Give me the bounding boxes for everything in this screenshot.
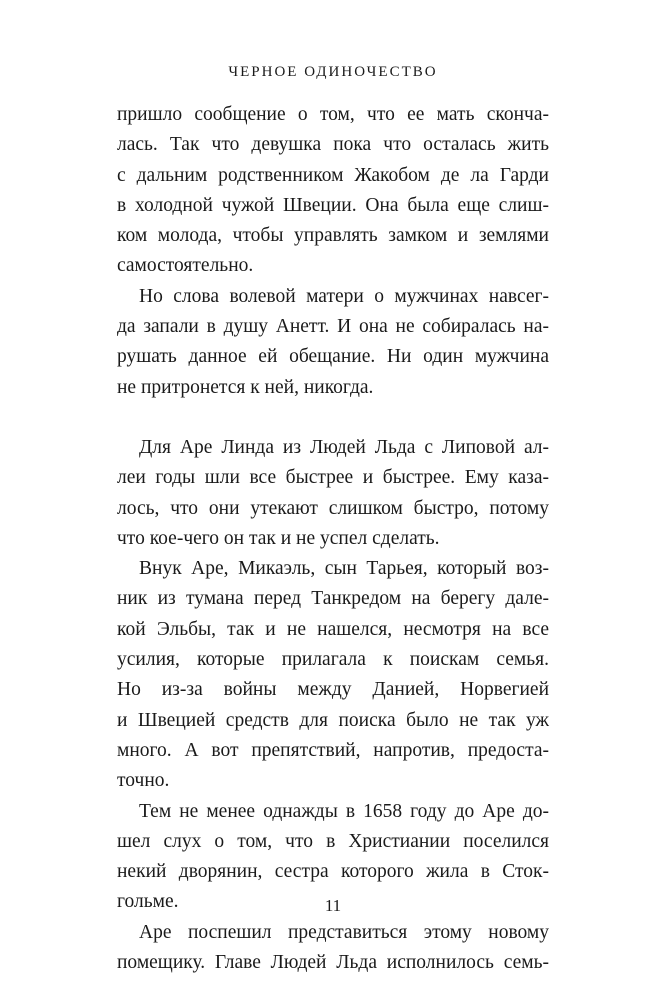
paragraph: [117, 282, 549, 403]
paragraph: [117, 433, 549, 554]
text-line: точно.: [117, 770, 170, 792]
text-line: некий дворянин, сестра которого жила в Сток-: [117, 861, 549, 883]
section-break: [117, 403, 549, 433]
text-line: лось, что они утекают слишком быстро, потому: [117, 497, 549, 519]
text-line: не притронется к ней, никогда.: [117, 376, 374, 398]
text-line: что кое-чего он так и не успел сделать.: [117, 527, 440, 549]
text-line: Аре поспешил представиться этому новому: [139, 921, 549, 943]
page-number: 11: [324, 896, 342, 915]
text-line: пришло сообщение о том, что ее мать сконча-: [117, 104, 549, 125]
text-line: шел слух о том, что в Христиании поселился: [117, 830, 549, 852]
text-line: Но слова волевой матери о мужчинах навсег-: [139, 285, 549, 307]
text-line: Тем не менее однажды в 1658 году до Аре до-: [139, 800, 549, 822]
text-line: рушать данное ей обещание. Ни один мужчина: [117, 346, 549, 368]
running-head: ЧЕРНОЕ ОДИНОЧЕСТВО: [228, 64, 438, 80]
text-line: с дальним родственником Жакобом де ла Гарди: [117, 164, 549, 186]
text-line: Но из-за войны между Данией, Норвегией: [117, 679, 549, 701]
text-line: Внук Аре, Микаэль, сын Тарьея, который воз-: [139, 558, 549, 580]
paragraph: [117, 554, 549, 796]
text-line: и Швецией средств для поиска было не так уж: [117, 709, 549, 731]
text-line: в холодной чужой Швеции. Она была еще слиш-: [117, 194, 549, 216]
text-line: усилия, которые прилагала к поискам семья.: [117, 649, 549, 671]
paragraph: [117, 918, 549, 979]
text-line: ник из тумана перед Танкредом на берегу дале-: [117, 588, 549, 610]
text-line: кой Эльбы, так и не нашелся, несмотря на все: [117, 618, 549, 640]
text-line: гольме.: [117, 891, 179, 913]
text-line: много. А вот препятствий, напротив, предоста-: [117, 739, 549, 761]
paragraph: [117, 100, 549, 282]
text-line: да запали в душу Анетт. И она не собиралась на-: [117, 316, 549, 338]
body-text: [117, 100, 549, 978]
text-line: леи годы шли все быстрее и быстрее. Ему каза-: [117, 467, 549, 489]
text-line: лась. Так что девушка пока что осталась жить: [117, 134, 549, 156]
text-line: помещику. Главе Людей Льда исполнилось семь-: [117, 952, 549, 974]
text-line: самостоятельно.: [117, 255, 254, 277]
text-line: ком молода, чтобы управлять замком и землями: [117, 225, 549, 247]
text-line: Для Аре Линда из Людей Льда с Липовой ал-: [139, 436, 549, 458]
